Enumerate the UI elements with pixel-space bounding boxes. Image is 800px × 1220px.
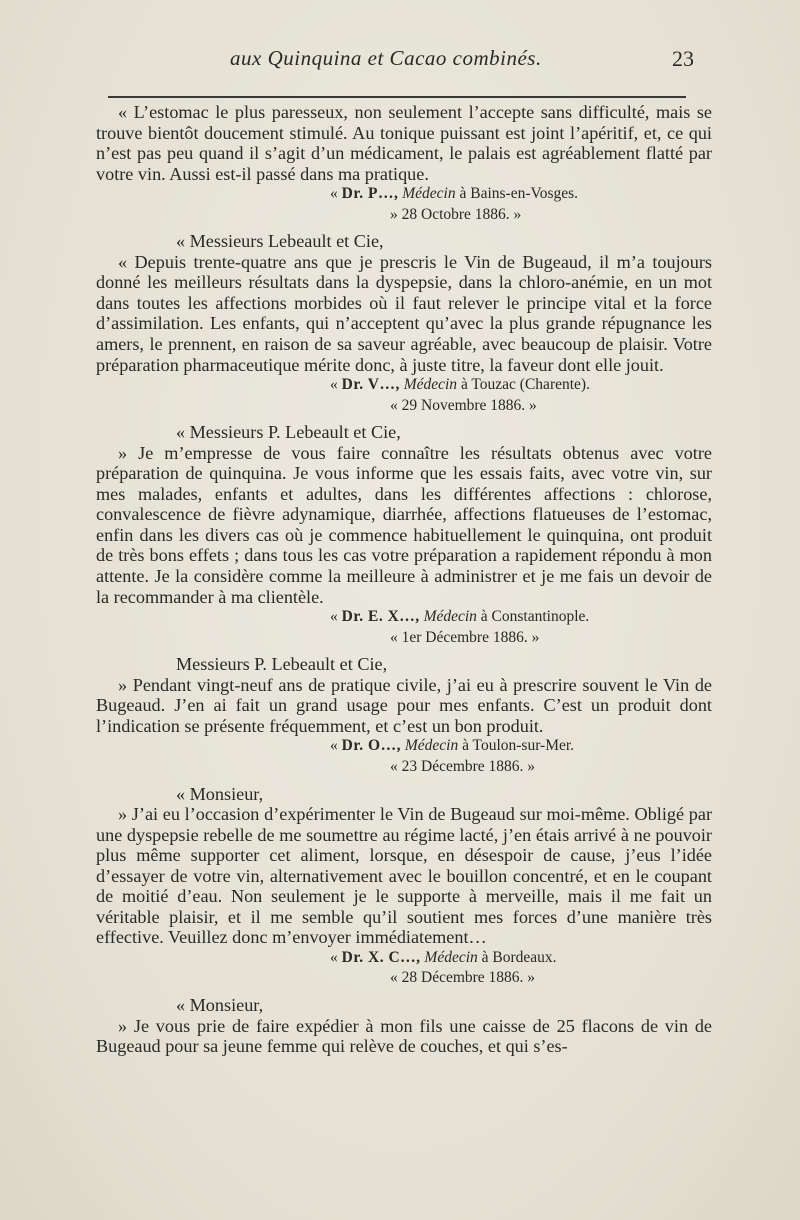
letter-5-body: » J’ai eu l’occasion d’expérimenter le Vin de Bugeaud sur moi-même. Obligé par une dyspepsie rebelle de me soumettre au régime lacté, j’en étais arrivé à ne pouvoir plus même supporter cet aliment, lorsque, en désespoir de cause, j’eus l’idée d’essayer de votre vin, alternativement avec le bouillon concentré, et en le coupant de moitié d’eau. Non seulement je le supporte à merveille, mais il me fait un véritable plaisir, et il me semble qu’il soutient mes forces d’une manière très effective. Veuillez donc m’envoyer immédiatement… bbox=[96, 804, 712, 948]
letter-3-place: à Constantinople. bbox=[476, 608, 590, 626]
letter-3-body: » Je m’empresse de vous faire connaître les résultats obtenus avec votre préparation de quinquina. Je vous informe que les essais faits, avec votre vin, sur mes malades, enfants et adultes, dans les différentes affections : chlorose, convalescence de fièvre adynamique, diarrhée, affections flatueuses de l’estomac, enfin dans les divers cas où je commence habituellement le quinquina, ont produit de très bons effets ; dans tous les cas votre préparation a rapidement répondu à mon attente. Je la considère comme la meilleure à administrer et je me fais un devoir de la recommander à ma clientèle. bbox=[96, 442, 712, 607]
letter-4-date: « 23 Décembre 1886. » bbox=[390, 757, 536, 775]
letter-6-salutation: « Monsieur, bbox=[176, 994, 264, 1015]
letter-2-doctor: Dr. V…, bbox=[341, 376, 400, 394]
letter-1-signature: « Dr. P…, Médecin à Bains-en-Vosges. bbox=[330, 185, 579, 203]
letter-4-salutation: Messieurs P. Lebeault et Cie, bbox=[176, 654, 388, 675]
letter-2-title: Médecin bbox=[403, 376, 458, 394]
letter-6-body: » Je vous prie de faire expédier à mon fils une caisse de 25 flacons de vin de Bugeaud pour sa jeune femme qui relève de couches, et qui s’es- bbox=[96, 1015, 712, 1057]
letter-5-signature: « Dr. X. C…, Médecin à Bordeaux. bbox=[330, 948, 557, 966]
letter-4-signature: « Dr. O…, Médecin à Toulon-sur-Mer. bbox=[330, 737, 575, 755]
letter-5-salutation: « Monsieur, bbox=[176, 783, 264, 804]
letter-4-doctor: Dr. O…, bbox=[341, 737, 401, 755]
letter-1-doctor: Dr. P…, bbox=[341, 185, 399, 203]
letter-5-place: à Bordeaux. bbox=[477, 948, 557, 966]
letter-1-title: Médecin bbox=[402, 185, 456, 203]
letter-3-date: « 1er Décembre 1886. » bbox=[390, 628, 540, 646]
letter-3-signature: « Dr. E. X…, Médecin à Constantinople. bbox=[330, 608, 590, 626]
letter-3-salutation: « Messieurs P. Lebeault et Cie, bbox=[176, 422, 401, 443]
letter-2-body: « Depuis trente-quatre ans que je prescris le Vin de Bugeaud, il m’a toujours donné les meilleurs résultats dans la dyspepsie, dans la chloro-anémie, en un mot dans toutes les affections morbides où il faut relever le principe vital et la force d’assimilation. Les enfants, qui n’acceptent qu’avec la plus grande répugnance les amers, le prennent, en raison de sa saveur agréable, avec beaucoup de plaisir. Votre préparation pharmaceutique mérite donc, à juste titre, la faveur dont elle jouit. bbox=[96, 251, 712, 375]
letter-2-place: à Touzac (Charente). bbox=[457, 376, 590, 394]
letter-4-title: Médecin bbox=[404, 737, 459, 755]
letter-1-body: « L’estomac le plus paresseux, non seulement l’accepte sans difficulté, mais se trouve bientôt doucement stimulé. Au tonique puissant est joint l’apéritif, et, ce qui n’est pas peu quand il s’agit d’un médicament, le palais est agréablement flatté par votre vin. Aussi est-il passé dans ma pratique. bbox=[96, 102, 712, 184]
running-title: aux Quinquina et Cacao combinés. bbox=[230, 46, 542, 70]
letter-4-body: » Pendant vingt-neuf ans de pratique civile, j’ai eu à prescrire souvent le Vin de Bugeaud. J’en ai fait un grand usage pour mes enfants. C’est un produit dont l’indication se présente fréquemment, et c’est un bon produit. bbox=[96, 674, 712, 736]
letter-5-date: « 28 Décembre 1886. » bbox=[390, 969, 536, 987]
letter-2-signature: « Dr. V…, Médecin à Touzac (Charente). bbox=[330, 376, 590, 394]
letter-2-salutation: « Messieurs Lebeault et Cie, bbox=[176, 231, 384, 252]
letter-1-place: à Bains-en-Vosges. bbox=[455, 185, 579, 203]
letter-2-date: « 29 Novembre 1886. » bbox=[390, 396, 537, 414]
letter-3-doctor: Dr. E. X…, bbox=[341, 608, 420, 626]
letter-1-date: » 28 Octobre 1886. » bbox=[390, 205, 522, 223]
letter-4-place: à Toulon-sur-Mer. bbox=[458, 737, 575, 755]
letter-5-doctor: Dr. X. C…, bbox=[341, 948, 421, 966]
page-body bbox=[96, 102, 712, 1057]
header-rule bbox=[108, 96, 686, 98]
letter-5-title: Médecin bbox=[424, 948, 478, 966]
page-number: 23 bbox=[672, 46, 694, 71]
page-header bbox=[0, 46, 800, 86]
letter-3-title: Médecin bbox=[423, 608, 477, 626]
